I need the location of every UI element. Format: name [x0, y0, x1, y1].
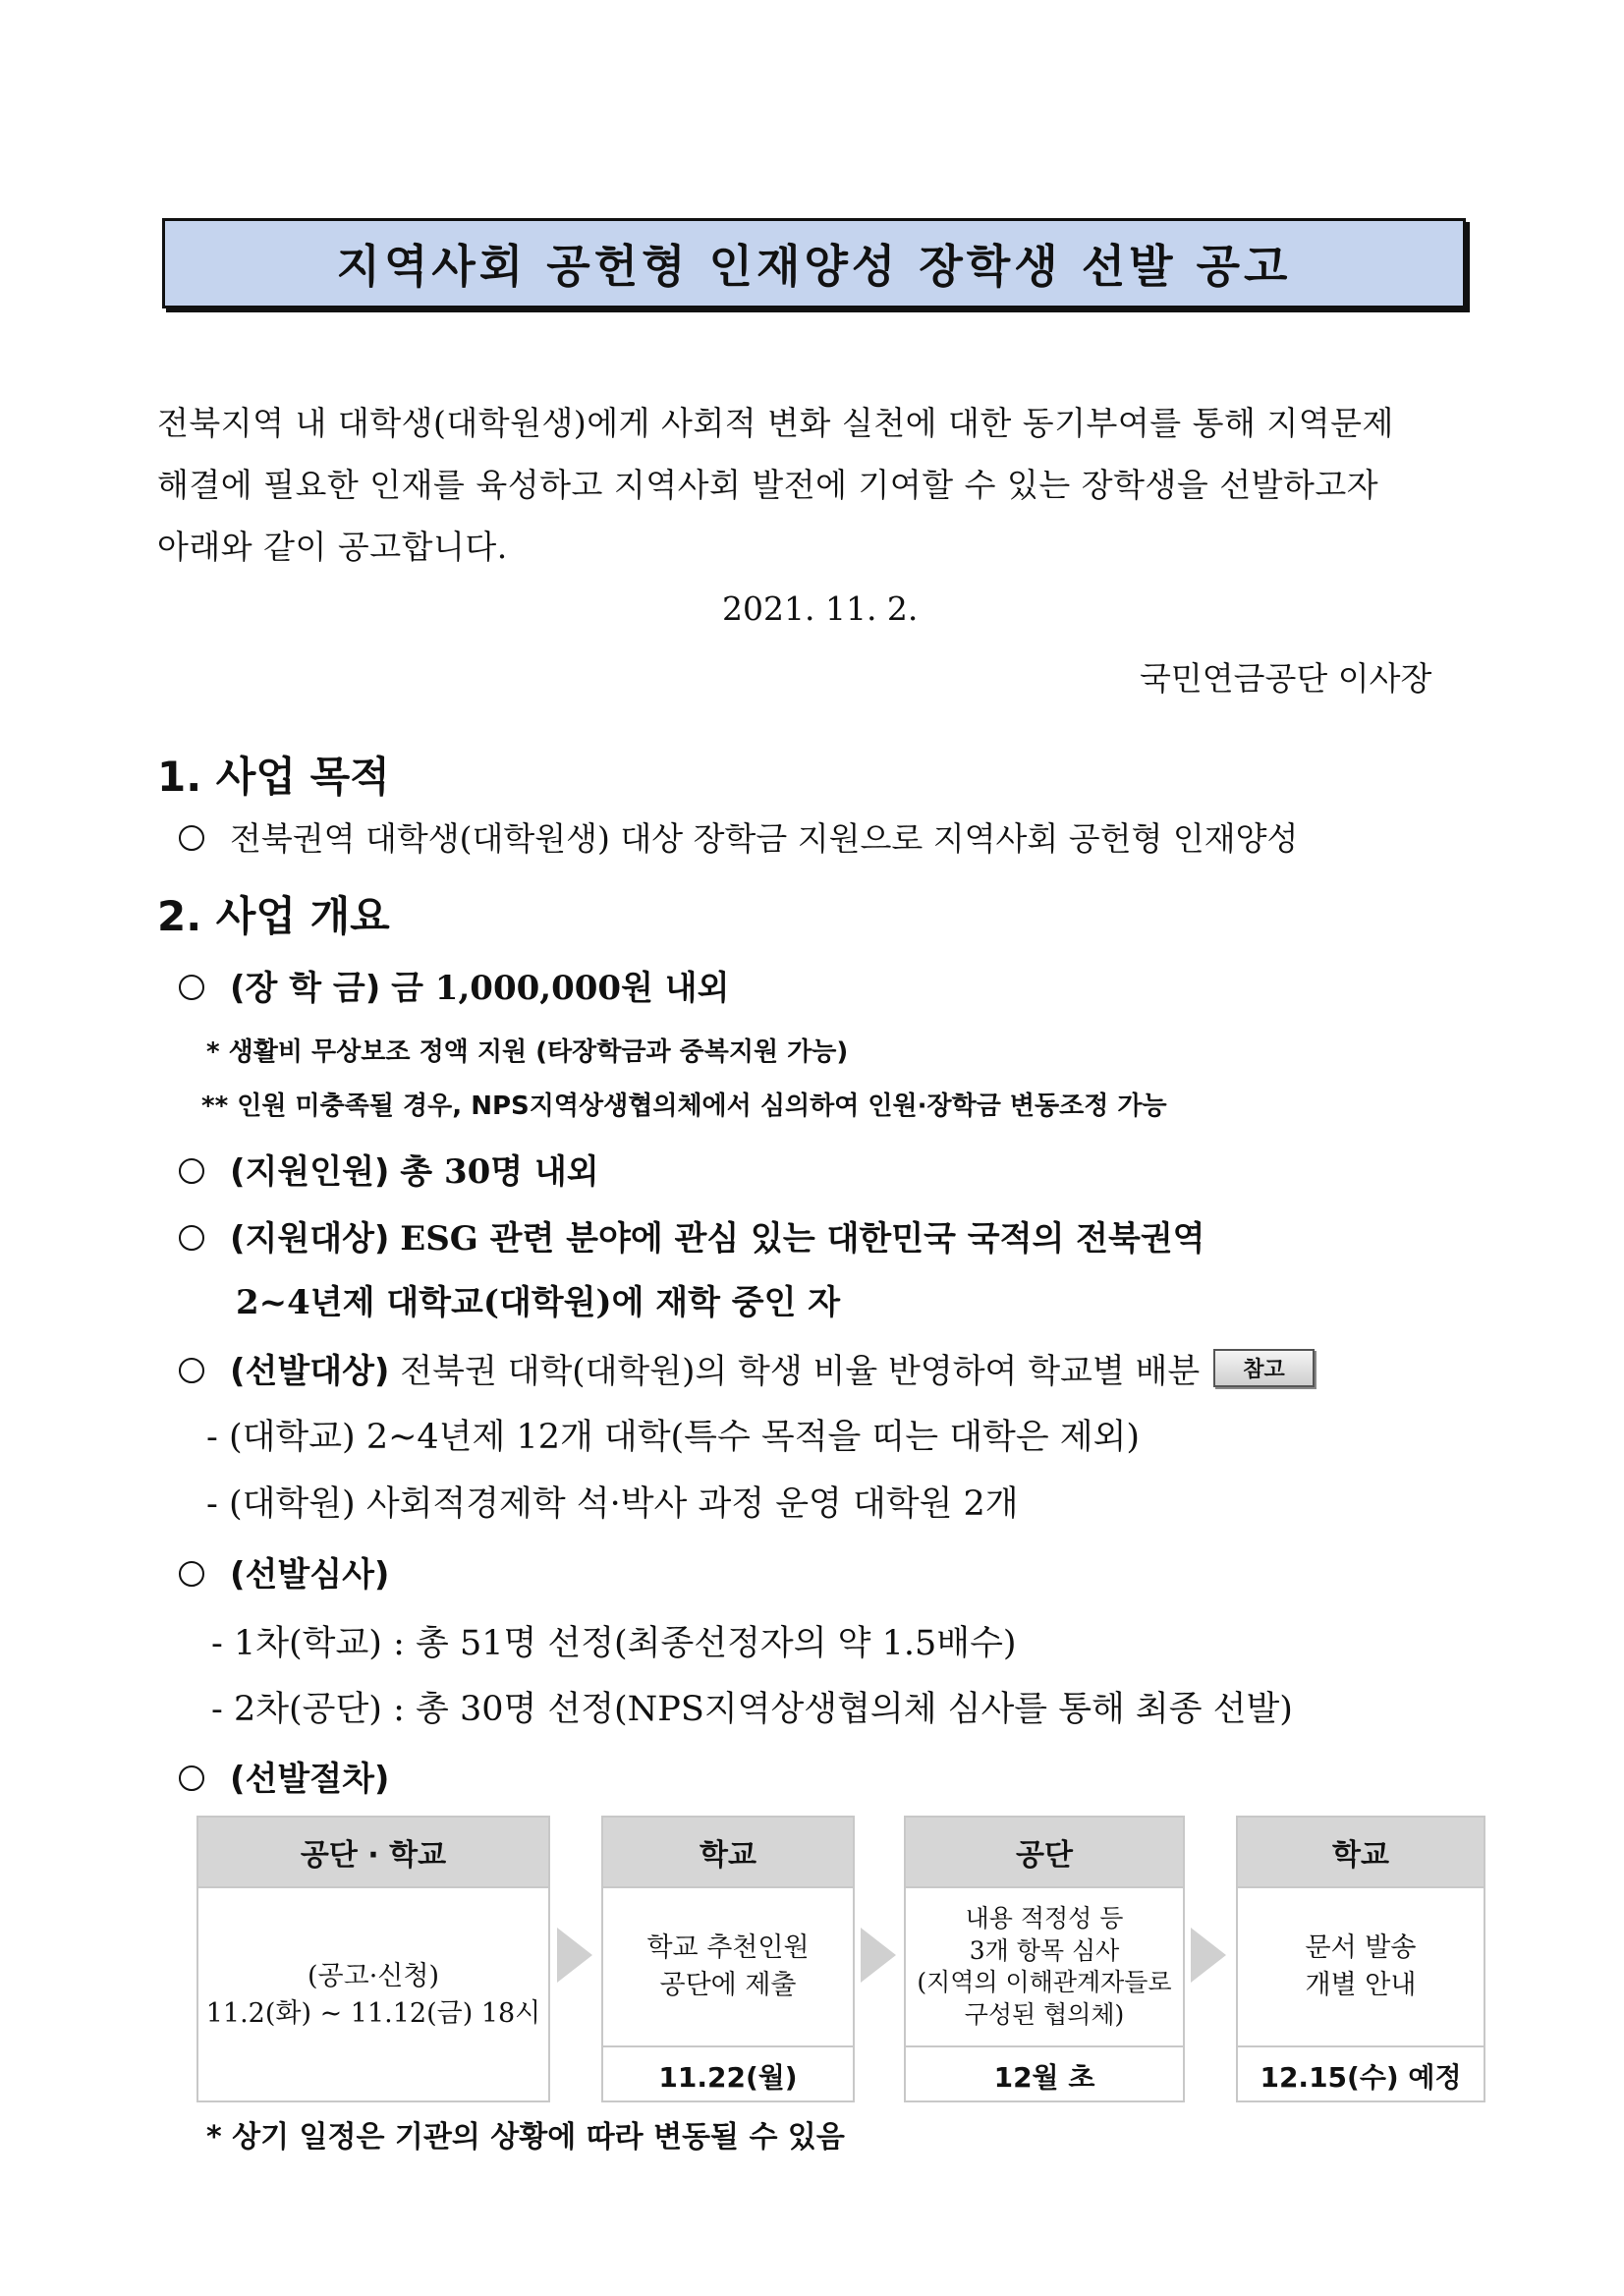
university-sub: - (대학교) 2~4년제 12개 대학(특수 목적을 띠는 대학은 제외) — [206, 1418, 1141, 1457]
stage-school-recommend — [601, 1816, 855, 2102]
stage-school-notify — [1236, 1816, 1485, 2102]
footnote: * 상기 일정은 기관의 상황에 따라 변동될 수 있음 — [206, 2120, 845, 2155]
stage-head: 공단 · 학교 — [198, 1818, 548, 1888]
bullet-circle-icon — [179, 1561, 204, 1587]
procedure-bullet — [179, 1752, 389, 1800]
section1-bullet-text: 전북권역 대학생(대학원생) 대상 장학금 지원으로 지역사회 공헌형 인재양성 — [230, 819, 1299, 858]
target-label: (지원대상) — [230, 1219, 390, 1259]
reference-tag[interactable]: 참고 — [1213, 1349, 1315, 1387]
arrow-right-icon — [1191, 1928, 1226, 1983]
arrow-right-icon — [861, 1928, 896, 1983]
scholarship-bullet — [179, 961, 729, 1009]
stage-foot: 11.22(월) — [603, 2045, 853, 2104]
stage-body — [906, 1888, 1183, 2045]
target-line-2-wrap — [236, 1275, 840, 1323]
target-line-1: ESG 관련 분야에 관심 있는 대한민국 국적의 전북권역 — [400, 1219, 1205, 1259]
target-bullet — [179, 1211, 1205, 1260]
selection-target-label: (선발대상) — [230, 1352, 390, 1391]
stage-foot: 12.15(수) 예정 — [1238, 2045, 1484, 2104]
stage-body-line: 학교 추천인원 — [646, 1932, 810, 1964]
stage-head: 학교 — [603, 1818, 853, 1888]
stage-body — [603, 1888, 853, 2045]
intro-line-3: 아래와 같이 공고합니다. — [157, 528, 508, 566]
review-bullet — [179, 1547, 389, 1596]
bullet-circle-icon — [179, 1765, 204, 1791]
stage-body-line: (지역의 이해관계자들로 — [917, 1968, 1172, 1996]
scholarship-note-2: ** 인원 미충족될 경우, NPS지역상생협의체에서 심의하여 인원·장학금 변동조정 가능 — [201, 1092, 1167, 1121]
arrow-right-icon — [557, 1928, 592, 1983]
bullet-circle-icon — [179, 975, 204, 1000]
stage-body-line: 내용 적정성 등 — [965, 1904, 1124, 1932]
stage-nps-review — [904, 1816, 1185, 2102]
stage-head: 공단 — [906, 1818, 1183, 1888]
headcount-bullet — [179, 1145, 599, 1193]
selection-target-text: 전북권 대학(대학원)의 학생 비율 반영하여 학교별 배분 — [400, 1352, 1201, 1391]
headcount-label: (지원인원) — [230, 1152, 390, 1192]
stage-body — [198, 1888, 548, 2102]
page-title: 지역사회 공헌형 인재양성 장학생 선발 공고 — [336, 240, 1292, 293]
stage-body — [1238, 1888, 1484, 2045]
scholarship-label: (장 학 금) — [230, 969, 381, 1008]
section2-heading: 2. 사업 개요 — [157, 892, 390, 940]
section1-bullet — [179, 813, 1298, 860]
scholarship-text: 금 1,000,000원 내외 — [391, 969, 730, 1008]
review-2: - 2차(공단) : 총 30명 선정(NPS지역상생협의체 심사를 통해 최종 선발) — [211, 1690, 1293, 1729]
scholarship-note-1: * 생활비 무상보조 정액 지원 (타장학금과 중복지원 가능) — [206, 1037, 849, 1067]
headcount-text: 총 30명 내외 — [400, 1152, 599, 1192]
stage-body-line: (공고·신청) — [308, 1961, 439, 1992]
stage-foot: 12월 초 — [906, 2045, 1183, 2104]
issuer: 국민연금공단 이사장 — [1140, 659, 1432, 698]
stage-head: 학교 — [1238, 1818, 1484, 1888]
notice-date: 2021. 11. 2. — [722, 589, 919, 628]
stage-body-line: 3개 항목 심사 — [969, 1935, 1120, 1965]
title-box — [162, 218, 1466, 308]
stage-body-line: 11.2(화) ~ 11.12(금) 18시 — [205, 1998, 541, 2029]
stage-body-line: 개별 안내 — [1305, 1970, 1417, 2000]
bullet-circle-icon — [179, 825, 204, 851]
stage-body-line: 구성된 협의체) — [964, 1999, 1125, 2029]
bullet-circle-icon — [179, 1158, 204, 1184]
stage-announce — [196, 1816, 550, 2102]
stage-body-line: 공단에 제출 — [659, 1970, 797, 2000]
review-label: (선발심사) — [230, 1555, 390, 1595]
bullet-circle-icon — [179, 1358, 204, 1383]
review-1: - 1차(학교) : 총 51명 선정(최종선정자의 약 1.5배수) — [211, 1624, 1017, 1663]
bullet-circle-icon — [179, 1225, 204, 1251]
selection-target-bullet — [179, 1344, 1315, 1392]
intro-line-2: 해결에 필요한 인재를 육성하고 지역사회 발전에 기여할 수 있는 장학생을 선발하고자 — [157, 466, 1379, 504]
section1-heading: 1. 사업 목적 — [157, 753, 390, 801]
target-line-2: 2~4년제 대학교(대학원)에 재학 중인 자 — [236, 1283, 841, 1322]
procedure-label: (선발절차) — [230, 1760, 390, 1799]
intro-line-1: 전북지역 내 대학생(대학원생)에게 사회적 변화 실천에 대한 동기부여를 통해 지역문제 — [157, 404, 1394, 442]
stage-body-line: 문서 발송 — [1305, 1932, 1417, 1964]
graduate-sub: - (대학원) 사회적경제학 석·박사 과정 운영 대학원 2개 — [206, 1484, 1019, 1524]
